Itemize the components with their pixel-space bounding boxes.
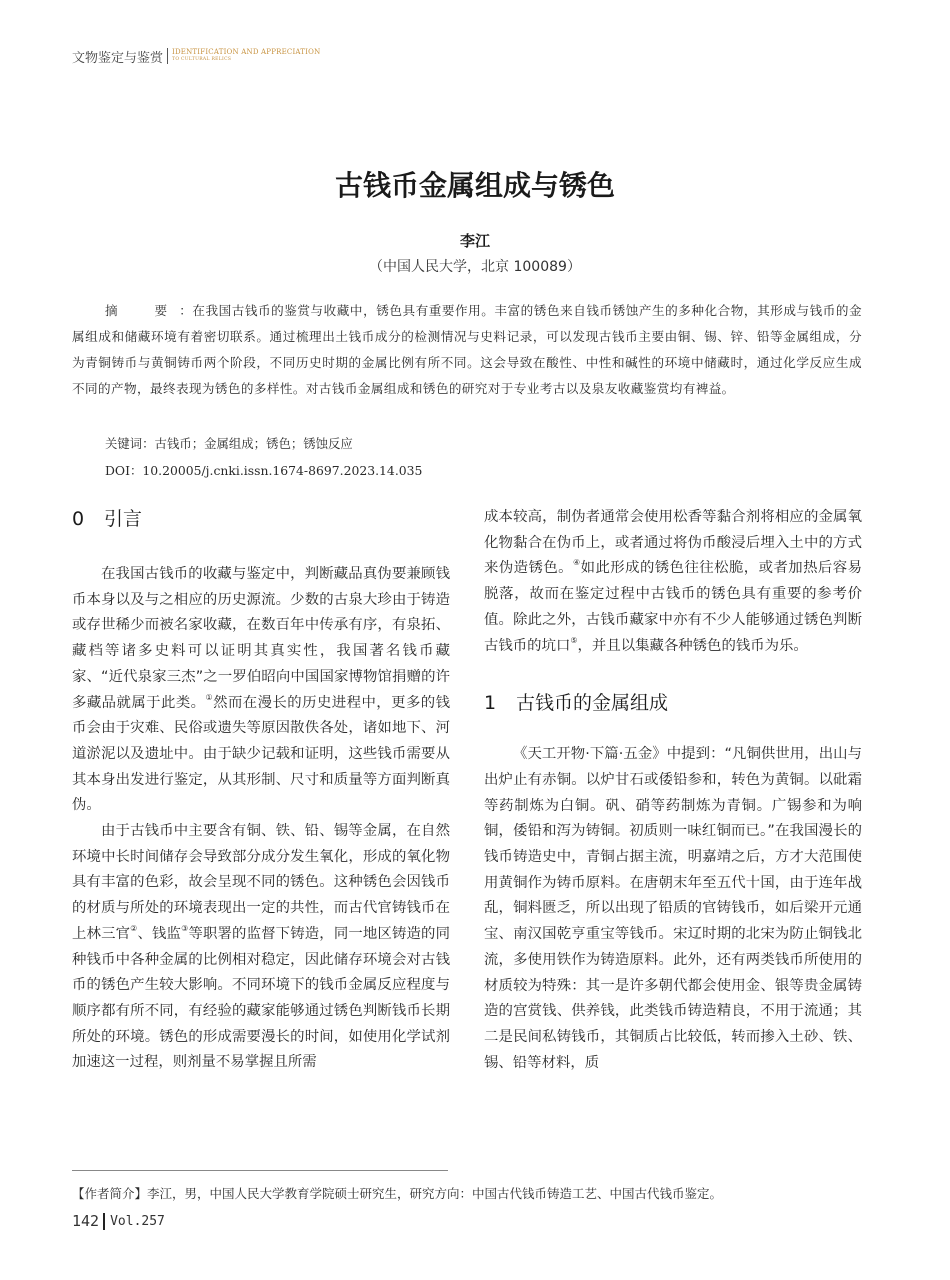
author-name: 李江 [459, 232, 490, 250]
section-number: 0 [72, 508, 85, 530]
journal-section-english [172, 48, 320, 64]
footnote-marker: ⑤ [570, 635, 578, 645]
body-column-left [72, 505, 450, 1076]
footnote-text: 李江，男，中国人民大学教育学院硕士研究生，研究方向：中国古代钱币铸造工艺、中国古代钱币鉴定。 [147, 1186, 723, 1201]
footnote-marker: ④ [573, 558, 581, 568]
footnote-label: 【作者简介】 [72, 1186, 148, 1201]
abstract-text: ：在我国古钱币的鉴赏与收藏中，锈色具有重要作用。丰富的锈色来自钱币锈蚀产生的多种化合物，其形成与钱币的金属组成和储藏环境有着密切联系。通过梳理出土钱币成分的检测情况与史料记录，可以发现古钱币主要由铜、锡、锌、铅等金属组成，分为青铜铸币与黄铜铸币两个阶段，不同历史时期的金属比例有所不同。这会导致在酸性、中性和碱性的环境中储藏时，通过化学反应生成不同的产物，最终表现为锈色的多样性。对古钱币金属组成和锈色的研究对于专业考古以及泉友收藏鉴赏均有裨益。 [72, 303, 862, 396]
section-number: 1 [484, 692, 497, 715]
paragraph [72, 819, 450, 1076]
paragraph-text: 等职署的监督下铸造，同一地区铸造的同种钱币中各种金属的比例相对稳定，因此储存环境会对古钱币的锈色产生较大影响。不同环境下的钱币金属反应程度与顺序都有所不同，有经验的藏家能够通过锈色判断钱币长期所处的环境。锈色的形成需要漫长的时间，如使用化学试剂加速这一过程，则剂量不易掌握且所需 [72, 925, 450, 1071]
page-number: 142 [72, 1212, 100, 1230]
section-heading-introduction [72, 505, 450, 533]
section-title: 引言 [104, 508, 143, 530]
abstract-label: 摘 要 [105, 303, 180, 318]
body-column-right [484, 505, 862, 1076]
footnote-marker: ① [205, 692, 214, 702]
footnote-marker: ② [130, 923, 138, 933]
abstract [72, 298, 862, 402]
keywords: 关键词：古钱币；金属组成；锈色；锈蚀反应 [105, 436, 353, 451]
paragraph-text: 、钱监 [137, 925, 182, 942]
paragraph [72, 562, 450, 819]
doi: DOI：10.20005/j.cnki.issn.1674-8697.2023.14.035 [105, 463, 423, 478]
paragraph-text: 成本较高，制伪者通常会使用松香等黏合剂将相应的金属氧化物黏合在伪币上，或者通过将伪币酸浸后埋入土中的方式来伪造锈色。 [484, 509, 862, 577]
paragraph-text: 如此形成的锈色往往松脆，或者加热后容易脱落，故而在鉴定过程中古钱币的锈色具有重要的参考价值。除此之外，古钱币藏家中亦有不少人能够通过锈色判断古钱币的坑口 [484, 560, 862, 654]
author-affiliation: （中国人民大学，北京 100089） [369, 259, 581, 275]
folio-divider [103, 1213, 105, 1230]
paragraph-text: 在我国古钱币的收藏与鉴定中，判断藏品真伪要兼顾钱币本身以及与之相应的历史源流。少数的古泉大珍由于铸造或存世稀少而被名家收藏，在数百年中传承有序，有泉拓、藏档等诸多史料可以证明其真实性，我国著名钱币藏家、“近代泉家三杰”之一罗伯昭向中国国家博物馆捐赠的许多藏品就属于此类。 [72, 566, 450, 711]
footnote-marker: ③ [181, 923, 189, 933]
running-head [72, 44, 320, 68]
journal-section-title: 文物鉴定与鉴赏 [72, 50, 164, 66]
section-title: 古钱币的金属组成 [516, 692, 669, 715]
paragraph-text: 由于古钱币中主要含有铜、铁、铅、锡等金属，在自然环境中长时间储存会导致部分成分发生氧化，形成的氧化物具有丰富的色彩，故会呈现不同的锈色。这种锈色会因钱币的材质与所处的环境表现出一定的共性，而古代官铸钱币在上林三官 [72, 823, 450, 942]
page-folio [72, 1212, 165, 1230]
running-head-divider [167, 48, 168, 64]
paragraph [484, 505, 862, 659]
paragraph: 《天工开物·下篇·五金》中提到：“凡铜供世用，出山与出炉止有赤铜。以炉甘石或倭铅参和，转色为黄铜。以砒霜等药制炼为白铜。矾、硝等药制炼为青铜。广锡参和为响铜，倭铅和泻为铸铜。初质则一味红铜而已。”在我国漫长的钱币铸造史中，青铜占据主流，明嘉靖之后，方才大范围使用黄铜作为铸币原料。在唐朝末年至五代十国，由于连年战乱，铜料匮乏，所以出现了铅质的官铸钱币，如后梁开元通宝、南汉国乾亨重宝等钱币。宋辽时期的北宋为防止铜钱北流，多使用铁作为铸造原料。此外，还有两类钱币所使用的材质较为特殊：其一是许多朝代都会使用金、银等贵金属铸造的宫赏钱、供养钱，此类钱币铸造精良，不用于流通；其二是民间私铸钱币，其铜质占比较低，转而掺入土砂、铁、锡、铅等材料，质 [484, 746, 862, 1071]
volume-number: Vol.257 [110, 1213, 165, 1229]
footnote-rule [72, 1170, 448, 1171]
journal-section-english-line1: IDENTIFICATION AND APPRECIATION [172, 48, 321, 56]
journal-section-english-line2: TO CULTURAL RELICS [172, 57, 232, 62]
section-heading-metal-composition [484, 689, 862, 717]
paragraph-text: ，并且以集藏各种锈色的钱币为乐。 [577, 637, 808, 654]
article-title: 古钱币金属组成与锈色 [334, 169, 615, 202]
author-bio-footnote [72, 1184, 872, 1202]
paragraph-text: 然而在漫长的历史进程中，更多的钱币会由于灾难、民俗或遗失等原因散佚各处，诸如地下、河道淤泥以及遗址中。由于缺少记载和证明，这些钱币需要从其本身出发进行鉴定，从其形制、尺寸和质量等方面判断真伪。 [72, 694, 450, 814]
